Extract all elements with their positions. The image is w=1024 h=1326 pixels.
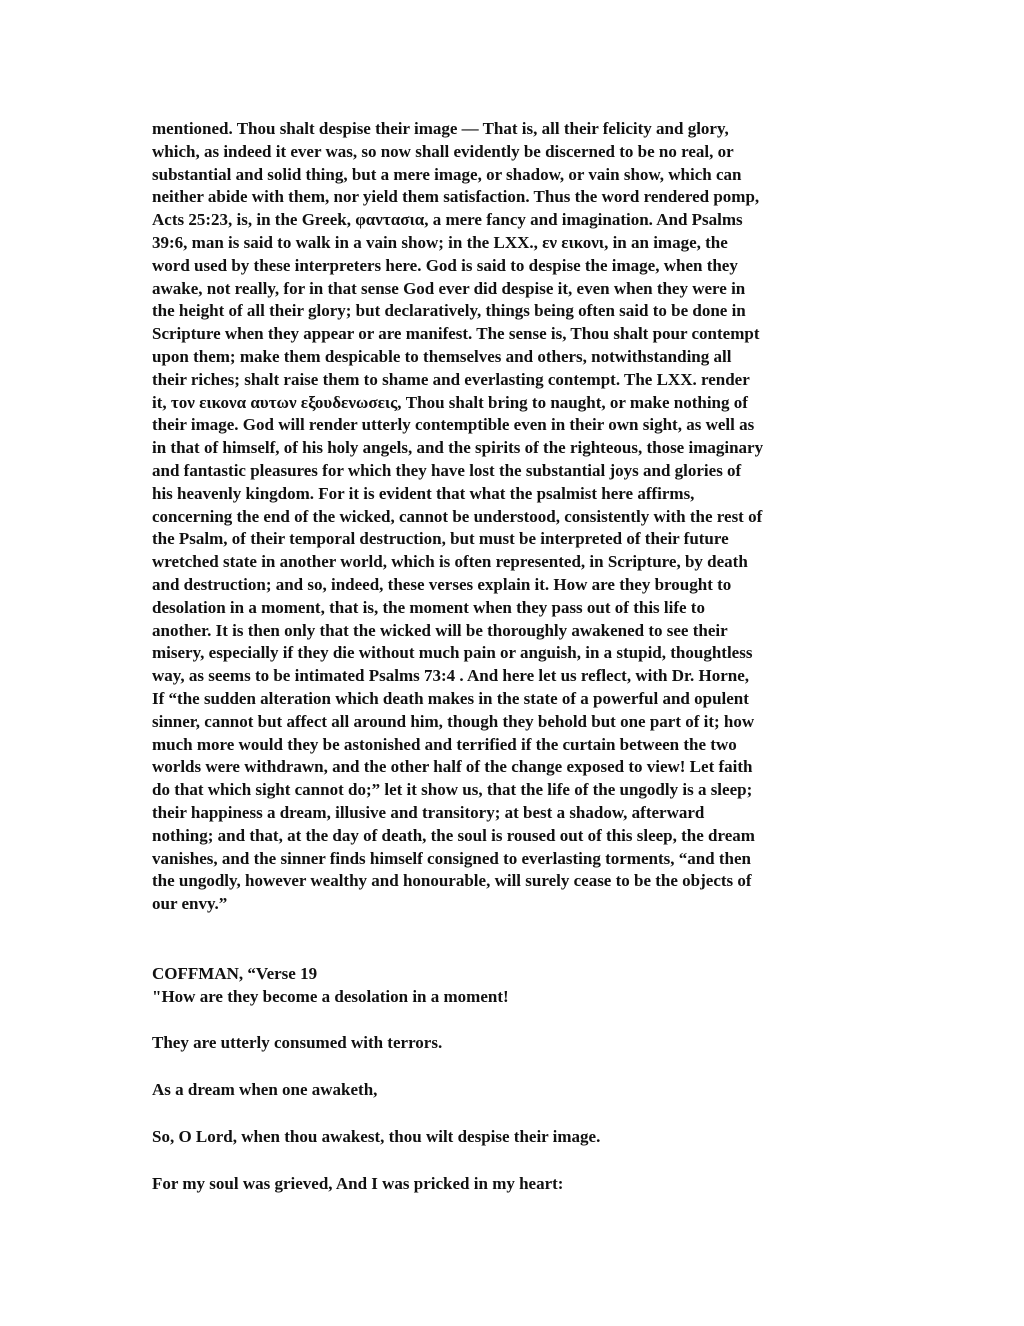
paragraph-line: neither abide with them, nor yield them satisfaction. Thus the word rendered pomp,	[152, 187, 760, 207]
paragraph-line: desolation in a moment, that is, the moment when they pass out of this life to	[152, 597, 705, 617]
paragraph-line: which, as indeed it ever was, so now shall evidently be discerned to be no real, or	[152, 141, 734, 161]
paragraph-line: it, τον εικονα αυτων εξουδενωσεις, Thou shalt bring to naught, or make nothing of	[152, 392, 748, 412]
paragraph-line: much more would they be astonished and terrified if the curtain between the two	[152, 734, 737, 754]
paragraph-line: the ungodly, however wealthy and honourable, will surely cease to be the objects of	[152, 871, 752, 891]
verse-line: "How are they become a desolation in a moment!	[152, 986, 509, 1006]
paragraph-line: do that which sight cannot do;” let it show us, that the life of the ungodly is a sleep;	[152, 780, 753, 800]
paragraph-line: way, as seems to be intimated Psalms 73:4 . And here let us reflect, with Dr. Horne,	[152, 666, 749, 686]
paragraph-line: sinner, cannot but affect all around him, though they behold but one part of it; how	[152, 711, 755, 731]
paragraph-line: another. It is then only that the wicked will be thoroughly awakened to see their	[152, 620, 728, 640]
verse-line: As a dream when one awaketh,	[152, 1080, 378, 1100]
paragraph-line: word used by these interpreters here. God is said to despise the image, when they	[152, 255, 738, 275]
commentary-paragraph	[152, 118, 882, 916]
paragraph-line: If “the sudden alteration which death makes in the state of a powerful and opulent	[152, 688, 749, 708]
paragraph-line: their riches; shalt raise them to shame and everlasting contempt. The LXX. render	[152, 369, 750, 389]
paragraph-line: Acts 25:23, is, in the Greek, φαντασια, a mere fancy and imagination. And Psalms	[152, 210, 743, 230]
paragraph-line: 39:6, man is said to walk in a vain show; in the LXX., εν εικονι, in an image, the	[152, 232, 728, 252]
paragraph-line: nothing; and that, at the day of death, the soul is roused out of this sleep, the dream	[152, 825, 755, 845]
stanza-spacer	[152, 1055, 882, 1079]
verse-line: They are utterly consumed with terrors.	[152, 1033, 443, 1053]
paragraph-line: our envy.”	[152, 894, 228, 914]
paragraph-line: their image. God will render utterly contemptible even in their own sight, as well as	[152, 415, 755, 435]
paragraph-line: misery, especially if they die without much pain or anguish, in a stupid, thoughtless	[152, 643, 753, 663]
section-heading: COFFMAN, “Verse 19	[152, 963, 318, 983]
paragraph-line: their happiness a dream, illusive and transitory; at best a shadow, afterward	[152, 802, 705, 822]
paragraph-line: the height of all their glory; but declaratively, things being often said to be done in	[152, 301, 746, 321]
paragraph-line: wretched state in another world, which is often represented, in Scripture, by death	[152, 552, 748, 572]
document-page	[152, 118, 882, 1196]
paragraph-line: upon them; make them despicable to themselves and others, notwithstanding all	[152, 346, 732, 366]
paragraph-line: worlds were withdrawn, and the other half of the change exposed to view! Let faith	[152, 757, 753, 777]
paragraph-line: substantial and solid thing, but a mere image, or shadow, or vain show, which can	[152, 164, 742, 184]
verse-line: So, O Lord, when thou awakest, thou wilt despise their image.	[152, 1127, 601, 1147]
paragraph-line: the Psalm, of their temporal destruction, but must be interpreted of their future	[152, 529, 729, 549]
paragraph-line: Scripture when they appear or are manifest. The sense is, Thou shalt pour contempt	[152, 324, 760, 344]
stanza-spacer	[152, 1102, 882, 1126]
coffman-section	[152, 963, 882, 1196]
paragraph-line: mentioned. Thou shalt despise their image — That is, all their felicity and glory,	[152, 119, 729, 138]
stanza-spacer	[152, 1149, 882, 1173]
stanza-spacer	[152, 1008, 882, 1032]
paragraph-line: in that of himself, of his holy angels, and the spirits of the righteous, those imaginary	[152, 438, 764, 458]
paragraph-line: and destruction; and so, indeed, these verses explain it. How are they brought to	[152, 574, 732, 594]
section-spacer	[152, 916, 882, 963]
paragraph-line: awake, not really, for in that sense God ever did despise it, even when they were in	[152, 278, 746, 298]
paragraph-line: concerning the end of the wicked, cannot be understood, consistently with the rest of	[152, 506, 763, 526]
paragraph-line: vanishes, and the sinner finds himself consigned to everlasting torments, “and then	[152, 848, 751, 868]
paragraph-line: and fantastic pleasures for which they have lost the substantial joys and glories of	[152, 460, 742, 480]
paragraph-line: his heavenly kingdom. For it is evident that what the psalmist here affirms,	[152, 483, 695, 503]
verse-line: For my soul was grieved, And I was pricked in my heart:	[152, 1173, 564, 1193]
